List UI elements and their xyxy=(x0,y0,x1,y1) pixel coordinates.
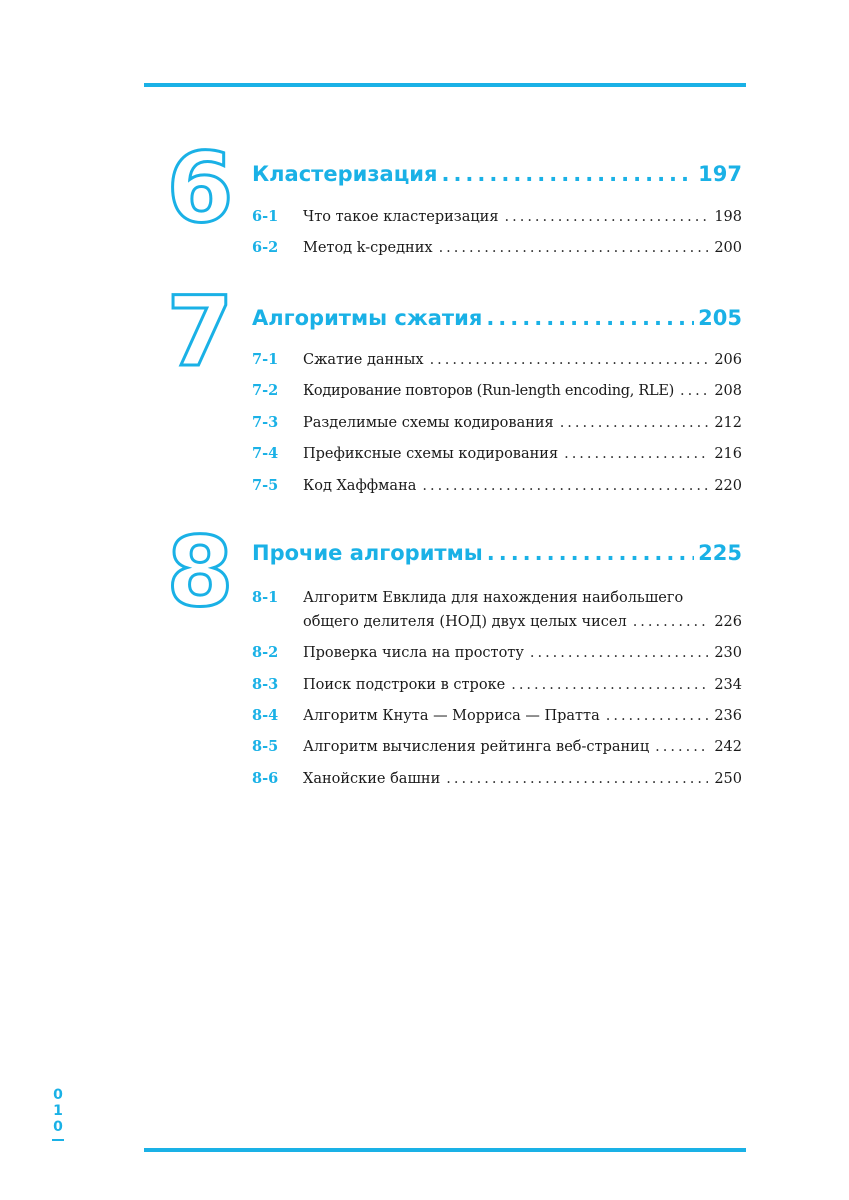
section-number: 6-2 xyxy=(252,239,279,256)
chapter-title-link[interactable] xyxy=(252,541,742,571)
dot-leader xyxy=(441,162,694,186)
toc-entry[interactable] xyxy=(252,348,742,372)
bottom-rule xyxy=(144,1148,746,1152)
section-number: 8-2 xyxy=(252,644,279,661)
page-number-underline xyxy=(52,1139,64,1141)
section-number: 8-3 xyxy=(252,676,279,693)
page-number-digit: 0 xyxy=(53,1087,63,1103)
top-rule xyxy=(144,83,746,87)
section-number: 7-3 xyxy=(252,414,279,431)
section-title: Что такое кластеризация xyxy=(303,209,499,225)
dot-leader xyxy=(564,442,708,466)
section-page: 242 xyxy=(714,739,742,755)
section-title: Кодирование повторов (Run-length encoding, RLE) xyxy=(303,383,674,399)
section-page: 250 xyxy=(714,771,742,787)
dot-leader xyxy=(446,767,708,791)
toc-entry[interactable] xyxy=(252,236,742,260)
section-page: 216 xyxy=(714,446,742,462)
toc-entry[interactable] xyxy=(252,704,742,728)
dot-leader xyxy=(560,411,709,435)
section-page: 200 xyxy=(714,240,742,256)
section-page: 220 xyxy=(714,478,742,494)
dot-leader xyxy=(486,306,694,330)
chapter-title: Алгоритмы сжатия xyxy=(252,306,483,330)
section-title: Метод k-средних xyxy=(303,240,433,256)
dot-leader xyxy=(511,673,708,697)
section-title: общего делителя (НОД) двух целых чисел xyxy=(303,614,627,630)
toc-entry[interactable] xyxy=(252,673,742,697)
chapter-title: Прочие алгоритмы xyxy=(252,541,483,565)
toc-entry[interactable] xyxy=(252,474,742,498)
section-title: Ханойские башни xyxy=(303,771,441,787)
chapter-number: 7 xyxy=(166,276,234,388)
dot-leader xyxy=(422,474,708,498)
toc-entry[interactable] xyxy=(252,735,742,759)
page-number-digit: 1 xyxy=(53,1103,63,1119)
section-number: 7-5 xyxy=(252,477,279,494)
dot-leader xyxy=(439,236,709,260)
section-number: 7-2 xyxy=(252,382,279,399)
chapter-page: 225 xyxy=(698,541,742,565)
toc-entry[interactable] xyxy=(252,205,742,229)
chapter-title-link[interactable] xyxy=(252,306,742,336)
section-title: Префиксные схемы кодирования xyxy=(303,446,559,462)
section-page: 236 xyxy=(714,708,742,724)
toc-entry[interactable] xyxy=(252,442,742,466)
section-number: 8-1 xyxy=(252,589,279,606)
toc-entry[interactable] xyxy=(252,586,742,634)
section-number: 8-4 xyxy=(252,707,279,724)
section-number: 8-6 xyxy=(252,770,279,787)
section-title: Алгоритм вычисления рейтинга веб-страниц xyxy=(303,739,650,755)
section-page: 198 xyxy=(714,209,742,225)
section-title: Код Хаффмана xyxy=(303,478,417,494)
page-number xyxy=(50,1087,66,1141)
section-title-line1: Алгоритм Евклида для нахождения наибольшего xyxy=(303,590,684,606)
chapter-page: 205 xyxy=(698,306,742,330)
section-number: 8-5 xyxy=(252,738,279,755)
dot-leader xyxy=(487,541,694,565)
section-title: Алгоритм Кнута — Морриса — Пратта xyxy=(303,708,600,724)
dot-leader xyxy=(655,735,708,759)
section-title: Разделимые схемы кодирования xyxy=(303,415,554,431)
section-number: 7-1 xyxy=(252,351,279,368)
page-number-digit: 0 xyxy=(53,1119,63,1135)
dot-leader xyxy=(430,348,709,372)
toc-entry[interactable] xyxy=(252,767,742,791)
section-page: 208 xyxy=(714,383,742,399)
section-number: 7-4 xyxy=(252,445,279,462)
section-page: 230 xyxy=(714,645,742,661)
section-page: 234 xyxy=(714,677,742,693)
toc-entry[interactable] xyxy=(252,641,742,665)
section-number: 6-1 xyxy=(252,208,279,225)
toc-entry[interactable] xyxy=(252,379,742,403)
chapter-title-link[interactable] xyxy=(252,162,742,192)
dot-leader xyxy=(530,641,708,665)
section-title: Проверка числа на простоту xyxy=(303,645,524,661)
dot-leader xyxy=(606,704,709,728)
dot-leader xyxy=(680,379,708,403)
chapter-title: Кластеризация xyxy=(252,162,438,186)
section-page: 206 xyxy=(714,352,742,368)
section-page: 212 xyxy=(714,415,742,431)
chapter-page: 197 xyxy=(698,162,742,186)
section-title: Поиск подстроки в строке xyxy=(303,677,506,693)
section-page: 226 xyxy=(714,614,742,630)
section-title: Сжатие данных xyxy=(303,352,424,368)
toc-entry[interactable] xyxy=(252,411,742,435)
chapter-number: 8 xyxy=(166,516,234,628)
chapter-number: 6 xyxy=(166,132,234,244)
dot-leader xyxy=(505,205,709,229)
dot-leader xyxy=(633,610,709,634)
